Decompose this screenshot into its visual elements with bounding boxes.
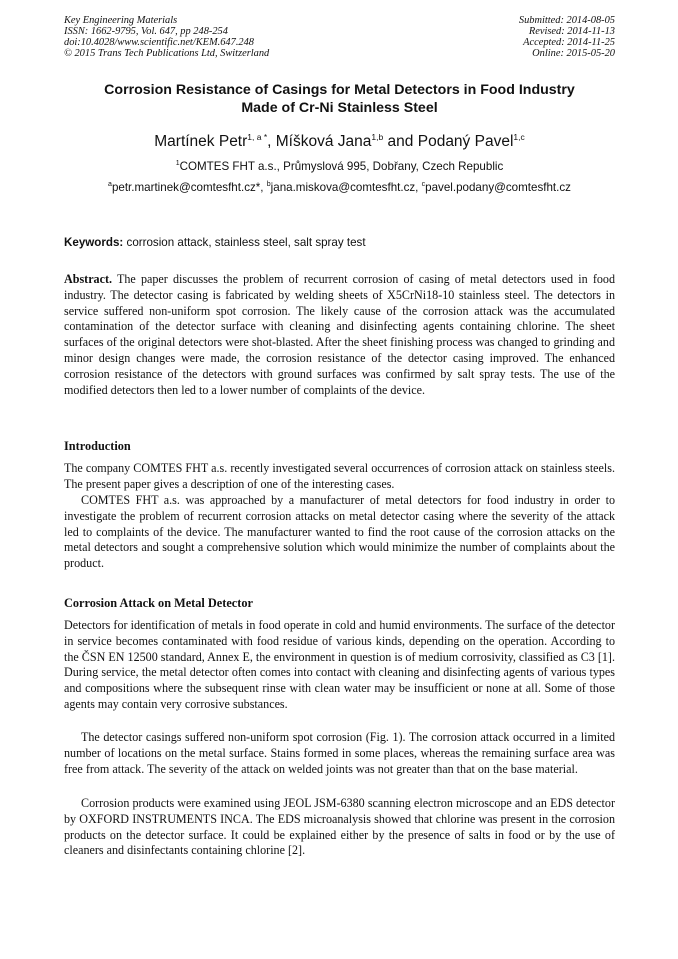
author-2: Míšková Jana: [275, 133, 372, 150]
journal-copyright: © 2015 Trans Tech Publications Ltd, Switzerland: [64, 48, 270, 59]
email-c: pavel.podany@comtesfht.cz: [425, 181, 571, 194]
keywords: [64, 236, 615, 250]
author-and: and: [387, 133, 414, 150]
affiliation-text: COMTES FHT a.s., Průmyslová 995, Dobřany, Czech Republic: [179, 160, 504, 173]
affiliation-marker: 1: [175, 160, 180, 167]
date-revised: Revised: 2014-11-13: [528, 26, 615, 37]
author-3-affil: 1,c: [513, 132, 525, 142]
keywords-label: Keywords:: [64, 236, 124, 249]
abstract-label: Abstract.: [64, 272, 113, 286]
date-submitted: Submitted: 2014-08-05: [518, 15, 615, 26]
introduction-paragraph-1: The company COMTES FHT a.s. recently investigated several occurrences of corrosion attack on stainless steels. The present paper gives a description of one of the interesting cases.: [64, 461, 615, 491]
title-line-2: Made of Cr-Ni Stainless Steel: [241, 99, 438, 116]
author-list: [64, 127, 615, 152]
paper-title: [64, 82, 615, 117]
email-b-marker: b: [266, 181, 271, 188]
author-separator: ,: [267, 133, 272, 150]
introduction-paragraph-2: COMTES FHT a.s. was approached by a manufacturer of metal detectors for food industry in order to investigate the problem of recurrent corrosion attacks on metal detector casing where the severity of the attack led to complaints of the device. The manufacturer wanted to find the root cause of the corrosion attacks on the metal detectors and sought a comprehensive solution which would minimize the number of complaints about the product.: [64, 493, 615, 571]
introduction-heading: Introduction: [64, 439, 131, 453]
email-a: petr.martinek@comtesfht.cz*,: [111, 181, 264, 194]
email-c-marker: c: [421, 181, 426, 188]
author-2-affil: 1,b: [371, 132, 384, 142]
corrosion-paragraph-2: The detector casings suffered non-uniform spot corrosion (Fig. 1). The corrosion attack occurred in a limited number of locations on the metal surface. Stains formed in some places, whereas the remaining surface area was free from attack. The severity of the attack on welded joints was not greater than that on the base material.: [64, 730, 615, 776]
author-emails: [64, 178, 615, 195]
journal-doi: doi:10.4028/www.scientific.net/KEM.647.248: [64, 37, 254, 48]
author-1-affil: 1, a *: [247, 132, 268, 142]
author-3: Podaný Pavel: [417, 133, 514, 150]
date-accepted: Accepted: 2014-11-25: [523, 37, 615, 48]
corrosion-paragraph-3: Corrosion products were examined using JEOL JSM-6380 scanning electron microscope and an EDS detector by OXFORD INSTRUMENTS INCA. The EDS microanalysis showed that chlorine was present in the corrosion products on the detector surface. It could be explained either by the presence of salts in food or by the use of cleaners and disinfectants containing chlorine [2].: [64, 796, 615, 858]
corrosion-paragraph-1: Detectors for identification of metals in food operate in cold and humid environments. The surface of the detector in service becomes contaminated with food residue of various kinds, depending on the operation. According to the ČSN EN 12500 standard, Annex E, the environment in question is of medium corrosivity, classified as C3 [1]. During service, the metal detector often comes into contact with cleaning and disinfecting agents of various types and compositions where the subsequent rinse with clean water may be insufficient or none at all. Some of those agents may contain very corrosive substances.: [64, 618, 615, 711]
journal-name: Key Engineering Materials: [64, 15, 178, 26]
author-1: Martínek Petr: [154, 133, 248, 150]
keywords-text: corrosion attack, stainless steel, salt spray test: [126, 236, 366, 249]
email-a-marker: a: [108, 181, 112, 188]
submission-dates: [519, 15, 615, 59]
affiliation: [64, 157, 615, 174]
title-line-1: Corrosion Resistance of Casings for Metal Detectors in Food Industry: [104, 82, 575, 98]
journal-issn: ISSN: 1662-9795, Vol. 647, pp 248-254: [64, 26, 228, 37]
journal-info: [64, 15, 269, 59]
abstract: [64, 272, 615, 398]
corrosion-heading: Corrosion Attack on Metal Detector: [64, 596, 253, 610]
date-online: Online: 2015-05-20: [532, 48, 615, 59]
abstract-text: The paper discusses the problem of recurrent corrosion of casing of metal detectors used in food industry. The detector casing is fabricated by welding sheets of X5CrNi18-10 stainless steel. The detectors in service suffered non-uniform spot corrosion. The likely cause of the corrosion attack was the accumulated contamination of the detector surface with cleaning and disinfecting agents containing chlorine. The sheet surfaces of the original detectors were shot-blasted. After the sheet finishing process was changed to grinding and minor design changes were made, the corrosion resistance of the detector casing improved. The enhanced corrosion resistance of the detectors with ground surfaces was confirmed by salt spray tests. The use of the modified detectors then led to a lower number of complaints of the device.: [64, 272, 615, 397]
email-b: jana.miskova@comtesfht.cz,: [270, 181, 419, 194]
